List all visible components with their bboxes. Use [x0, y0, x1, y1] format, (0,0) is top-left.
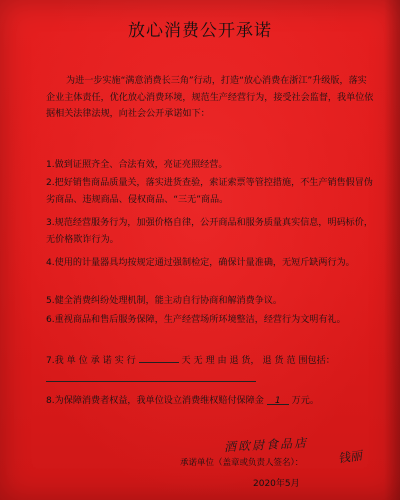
item8-prefix: 8.为保障消费者权益，我单位设立消费维权赔付保障金: [46, 396, 264, 406]
document-title: 放心消费公开承诺: [128, 21, 272, 41]
commitment-item-4: 4.使用的计量器具均按规定通过强制检定，确保计量准确，无短斤缺两行为。: [46, 258, 355, 268]
signer-handwritten-name: 酒欧尉食品店: [223, 435, 309, 455]
commitment-item-2: 2.把好销售商品质量关，落实进货查验，索证索票等管控措施，不生产销售假冒伪劣商品、违规商品、侵权商品、“三无”商品。: [46, 178, 373, 205]
commitment-item-6: 6.重视商品和售后服务保障，生产经营场所环境整洁，经营行为文明有礼。: [46, 315, 346, 325]
commitment-date: 2020年5月: [253, 479, 300, 489]
sign-label: 承诺单位（盖章或负责人签名）：: [180, 458, 304, 468]
guarantee-amount: 1: [267, 393, 289, 405]
commitment-item-7: [46, 351, 374, 388]
photo-edge-shadow: [384, 0, 400, 500]
return-scope-blank: [46, 370, 256, 382]
commitment-item-8: [46, 393, 374, 410]
commitment-item-3: 3.规范经营服务行为，加强价格自律，公开商品和服务质量真实信息，明码标价，无价格欺诈行为。: [46, 218, 373, 245]
commitment-item-1: 1.做到证照齐全、合法有效，亮证亮照经营。: [46, 160, 228, 170]
commitment-item-5: 5.健全消费纠纷处理机制，能主动自行协商和解消费争议。: [46, 296, 283, 306]
item7-prefix: 7.我 单 位 承 诺 实 行: [46, 356, 136, 366]
item8-suffix: 万元。: [291, 396, 319, 406]
item7-middle: 天 无 理 由 退 货， 退 货 范 围包括：: [181, 356, 335, 366]
return-days-blank: [139, 351, 179, 363]
handwritten-signature: 钱丽: [337, 448, 363, 466]
intro-paragraph: 为进一步实施“满意消费长三角”行动，打造“放心消费在浙江”升级版，落实企业主体责任，优化放心消费环境，规范生产经营行为，接受社会监督，我单位依据相关法律法规，向社会公开承诺如下：: [46, 76, 374, 119]
